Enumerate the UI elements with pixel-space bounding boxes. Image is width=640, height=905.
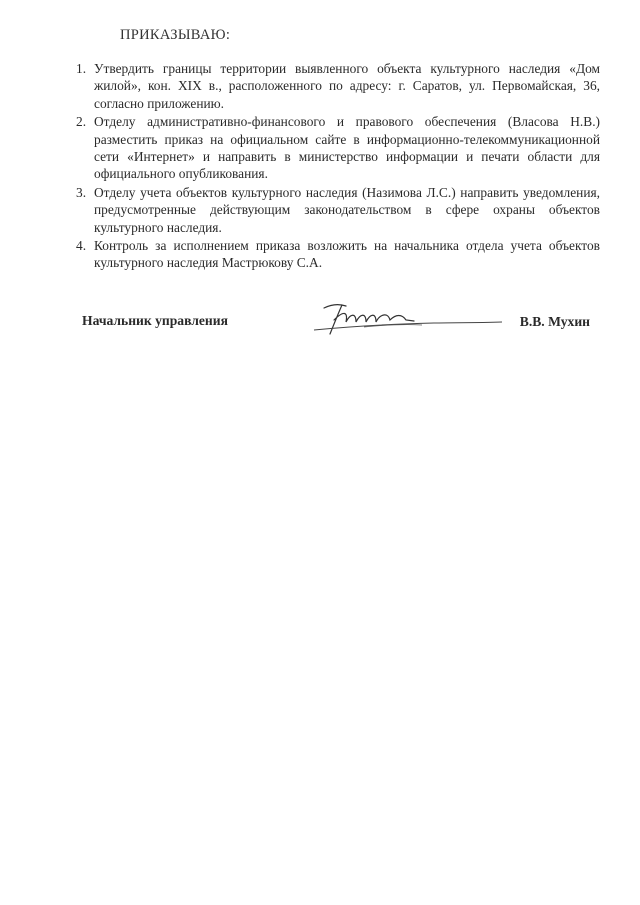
order-item-4 bbox=[76, 237, 600, 272]
order-heading: ПРИКАЗЫВАЮ: bbox=[120, 27, 231, 43]
order-item-1 bbox=[76, 60, 600, 112]
order-list bbox=[76, 60, 600, 273]
item-number: 4. bbox=[76, 238, 87, 254]
item-number: 2. bbox=[76, 114, 87, 130]
handwritten-signature bbox=[304, 300, 504, 338]
item-text: Утвердить границы территории выявленного объекта культурного наследия «Дом жилой», кон. XIX в., расположенного по адресу: г. Саратов, ул. Первомайская, 36, согласно приложению. bbox=[94, 61, 600, 111]
order-item-2 bbox=[76, 113, 600, 183]
item-number: 3. bbox=[76, 184, 87, 200]
item-text: Отделу учета объектов культурного наследия (Назимова Л.С.) направить уведомления, предусмотренные действующим законодательством в сфере охраны объектов культурного наследия. bbox=[94, 184, 600, 235]
order-item-3 bbox=[76, 184, 600, 236]
item-text: Отделу административно-финансового и правового обеспечения (Власова Н.В.) разместить приказ на официальном сайте в информационно-телекоммуникационной сети «Интернет» и направить в министерство информации и печати области для официального опубликования. bbox=[94, 114, 600, 182]
signatory-name: В.В. Мухин bbox=[519, 314, 590, 329]
signatory-position: Начальник управления bbox=[82, 313, 228, 328]
item-text: Контроль за исполнением приказа возложить на начальника отдела учета объектов культурного наследия Мастрюкову С.А. bbox=[94, 238, 600, 271]
signature-block bbox=[82, 300, 600, 344]
item-number: 1. bbox=[76, 61, 87, 76]
